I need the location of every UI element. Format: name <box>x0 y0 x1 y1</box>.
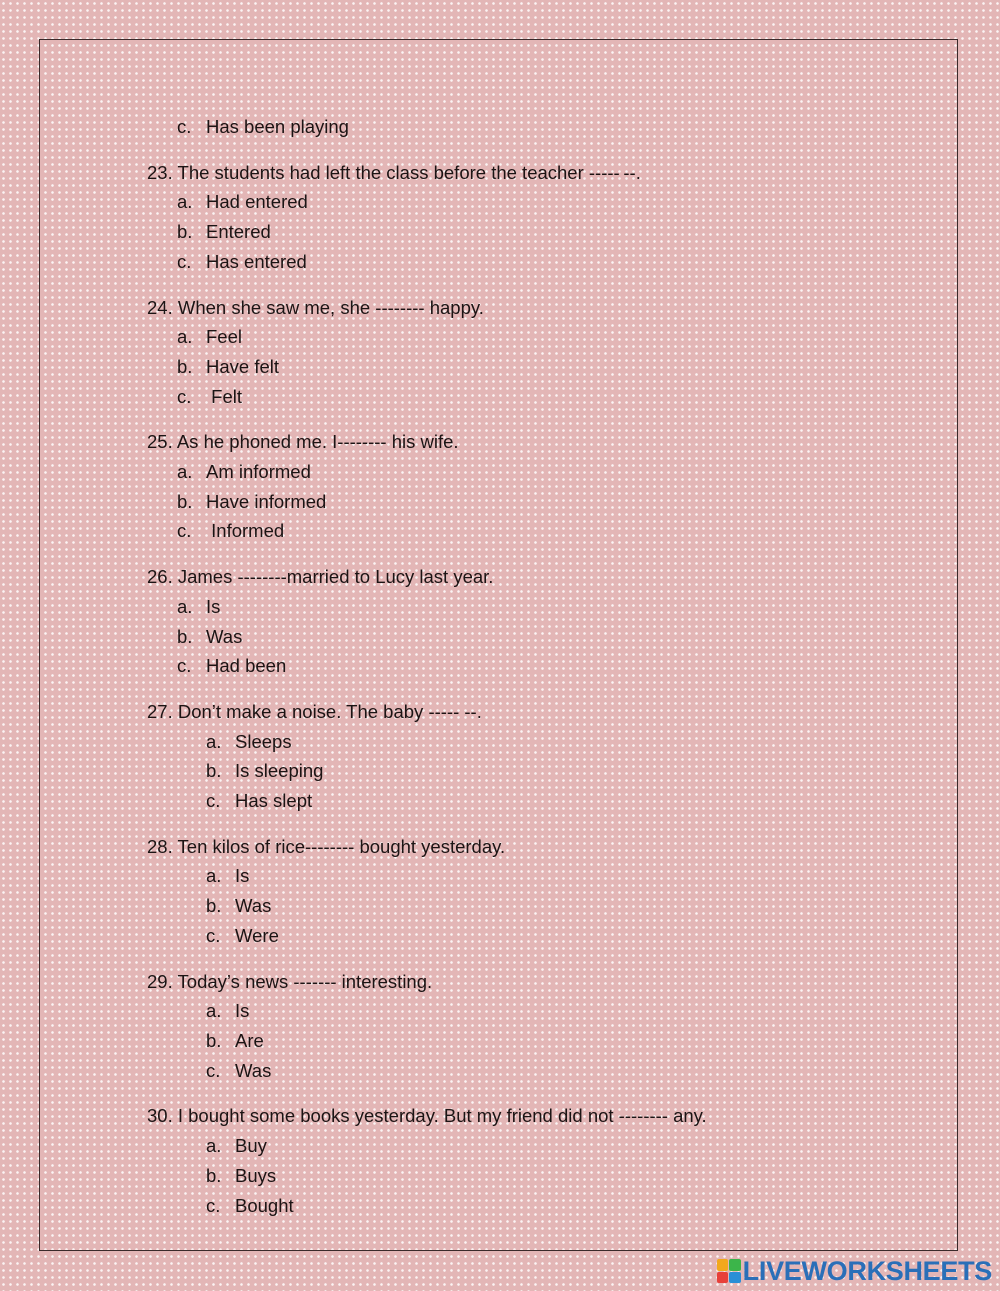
option-letter: a. <box>206 730 222 752</box>
option-letter: c. <box>177 385 192 407</box>
question-28 <box>147 832 927 951</box>
question-prompt: As he phoned me. I-------- his wife. <box>176 431 459 453</box>
option-text: Is <box>206 595 221 617</box>
question-text <box>147 427 927 457</box>
option-text: Sleeps <box>235 730 292 752</box>
option-text: Buy <box>235 1135 267 1157</box>
option-c[interactable] <box>177 516 927 546</box>
question-27 <box>147 697 927 816</box>
option-letter: c. <box>206 790 221 812</box>
option-letter: b. <box>177 625 193 647</box>
question-prompt: Ten kilos of rice-------- bought yesterday. <box>177 835 506 857</box>
option-b[interactable] <box>206 1026 927 1056</box>
question-number: 29. <box>147 970 173 992</box>
answer-options <box>206 996 927 1085</box>
question-30 <box>147 1101 927 1220</box>
previous-question-options <box>177 112 927 142</box>
option-text: Feel <box>206 326 242 348</box>
option-a[interactable] <box>206 1131 927 1161</box>
option-letter: b. <box>206 760 222 782</box>
option-letter: c. <box>206 1194 221 1216</box>
option-a[interactable] <box>177 187 927 217</box>
question-text <box>147 158 927 188</box>
option-a[interactable] <box>177 322 927 352</box>
option-text: Were <box>235 924 279 946</box>
logo-text: LIVEWORKSHEETS <box>742 1255 992 1286</box>
option-c[interactable] <box>206 921 927 951</box>
option-a[interactable] <box>206 996 927 1026</box>
question-prompt: The students had left the class before the teacher ----- --. <box>177 161 641 183</box>
option-text: Is <box>235 865 250 887</box>
answer-options <box>206 1131 927 1220</box>
option-text: Have informed <box>206 490 327 512</box>
option-letter: b. <box>206 1029 222 1051</box>
option-b[interactable] <box>206 1161 927 1191</box>
answer-options <box>177 322 927 411</box>
question-29 <box>147 967 927 1086</box>
liveworksheets-logo <box>717 1255 992 1287</box>
question-number: 26. <box>147 566 173 588</box>
option-letter: a. <box>177 595 193 617</box>
option-text: Was <box>235 1059 272 1081</box>
option-text: Informed <box>206 520 285 542</box>
question-25 <box>147 427 927 546</box>
question-text <box>147 293 927 323</box>
option-a[interactable] <box>206 727 927 757</box>
question-number: 30. <box>147 1105 173 1127</box>
option-b[interactable] <box>177 622 927 652</box>
option-text: Entered <box>206 221 271 243</box>
option-text: Was <box>235 895 272 917</box>
option-letter: c. <box>206 1059 221 1081</box>
answer-options <box>206 727 927 816</box>
option-a[interactable] <box>177 457 927 487</box>
option-letter: b. <box>177 355 193 377</box>
question-prompt: Today’s news ------- interesting. <box>177 970 433 992</box>
option-text: Has slept <box>235 790 313 812</box>
option-text: Have felt <box>206 355 280 377</box>
option-c[interactable] <box>177 382 927 412</box>
answer-options <box>177 592 927 681</box>
badge-tile <box>729 1272 741 1284</box>
question-prompt: Don’t make a noise. The baby ----- --. <box>177 700 482 722</box>
option-text: Buys <box>235 1164 277 1186</box>
question-26 <box>147 562 927 681</box>
question-prompt: James --------married to Lucy last year. <box>177 566 494 588</box>
option-text: Had been <box>206 655 287 677</box>
option-text: Bought <box>235 1194 294 1216</box>
option-a[interactable] <box>177 592 927 622</box>
option-b[interactable] <box>206 756 927 786</box>
option-letter: a. <box>177 461 193 483</box>
badge-tile <box>717 1272 729 1284</box>
option-letter: b. <box>177 221 193 243</box>
option-text: Has been playing <box>206 116 349 137</box>
option-b[interactable] <box>177 217 927 247</box>
question-number: 27. <box>147 700 173 722</box>
option-letter: c. <box>206 924 221 946</box>
worksheet-content <box>147 112 927 1220</box>
option-letter: b. <box>177 490 193 512</box>
option-text: Had entered <box>206 191 308 213</box>
question-text <box>147 562 927 592</box>
answer-options <box>206 861 927 950</box>
option-letter: c. <box>177 250 192 272</box>
question-number: 28. <box>147 835 173 857</box>
option-b[interactable] <box>177 352 927 382</box>
option-c[interactable] <box>206 1191 927 1221</box>
option-c[interactable] <box>206 1056 927 1086</box>
option-letter: a. <box>177 326 193 348</box>
question-text <box>147 697 927 727</box>
option-letter: b. <box>206 895 222 917</box>
option-letter: c. <box>177 116 192 137</box>
option-letter: a. <box>206 1000 222 1022</box>
option-letter: a. <box>177 191 193 213</box>
option-text: Was <box>206 625 243 647</box>
question-text <box>147 967 927 997</box>
question-text <box>147 832 927 862</box>
option-letter: a. <box>206 1135 222 1157</box>
option-c[interactable] <box>177 247 927 277</box>
option-letter: a. <box>206 865 222 887</box>
question-prompt: When she saw me, she -------- happy. <box>177 296 484 318</box>
option-a[interactable] <box>206 861 927 891</box>
question-number: 25. <box>147 431 173 453</box>
option-text: Is <box>235 1000 250 1022</box>
badge-tile <box>717 1259 729 1271</box>
option-letter: c. <box>177 520 192 542</box>
option-text: Are <box>235 1029 264 1051</box>
question-number: 24. <box>147 296 173 318</box>
answer-options <box>177 457 927 546</box>
liveworksheets-badge-icon <box>717 1259 741 1283</box>
option-text: Am informed <box>206 461 311 483</box>
question-23 <box>147 158 927 277</box>
option-text: Is sleeping <box>235 760 324 782</box>
question-text <box>147 1101 927 1131</box>
option-c[interactable] <box>177 651 927 681</box>
option-text: Has entered <box>206 250 307 272</box>
question-number: 23. <box>147 161 173 183</box>
option-b[interactable] <box>206 891 927 921</box>
option-letter: c. <box>177 655 192 677</box>
option-letter: b. <box>206 1164 222 1186</box>
answer-options <box>177 187 927 276</box>
option-c[interactable] <box>206 786 927 816</box>
question-prompt: I bought some books yesterday. But my friend did not -------- any. <box>177 1105 707 1127</box>
option-text: Felt <box>206 385 242 407</box>
option-c[interactable] <box>177 112 927 142</box>
badge-tile <box>729 1259 741 1271</box>
option-b[interactable] <box>177 487 927 517</box>
question-24 <box>147 293 927 412</box>
